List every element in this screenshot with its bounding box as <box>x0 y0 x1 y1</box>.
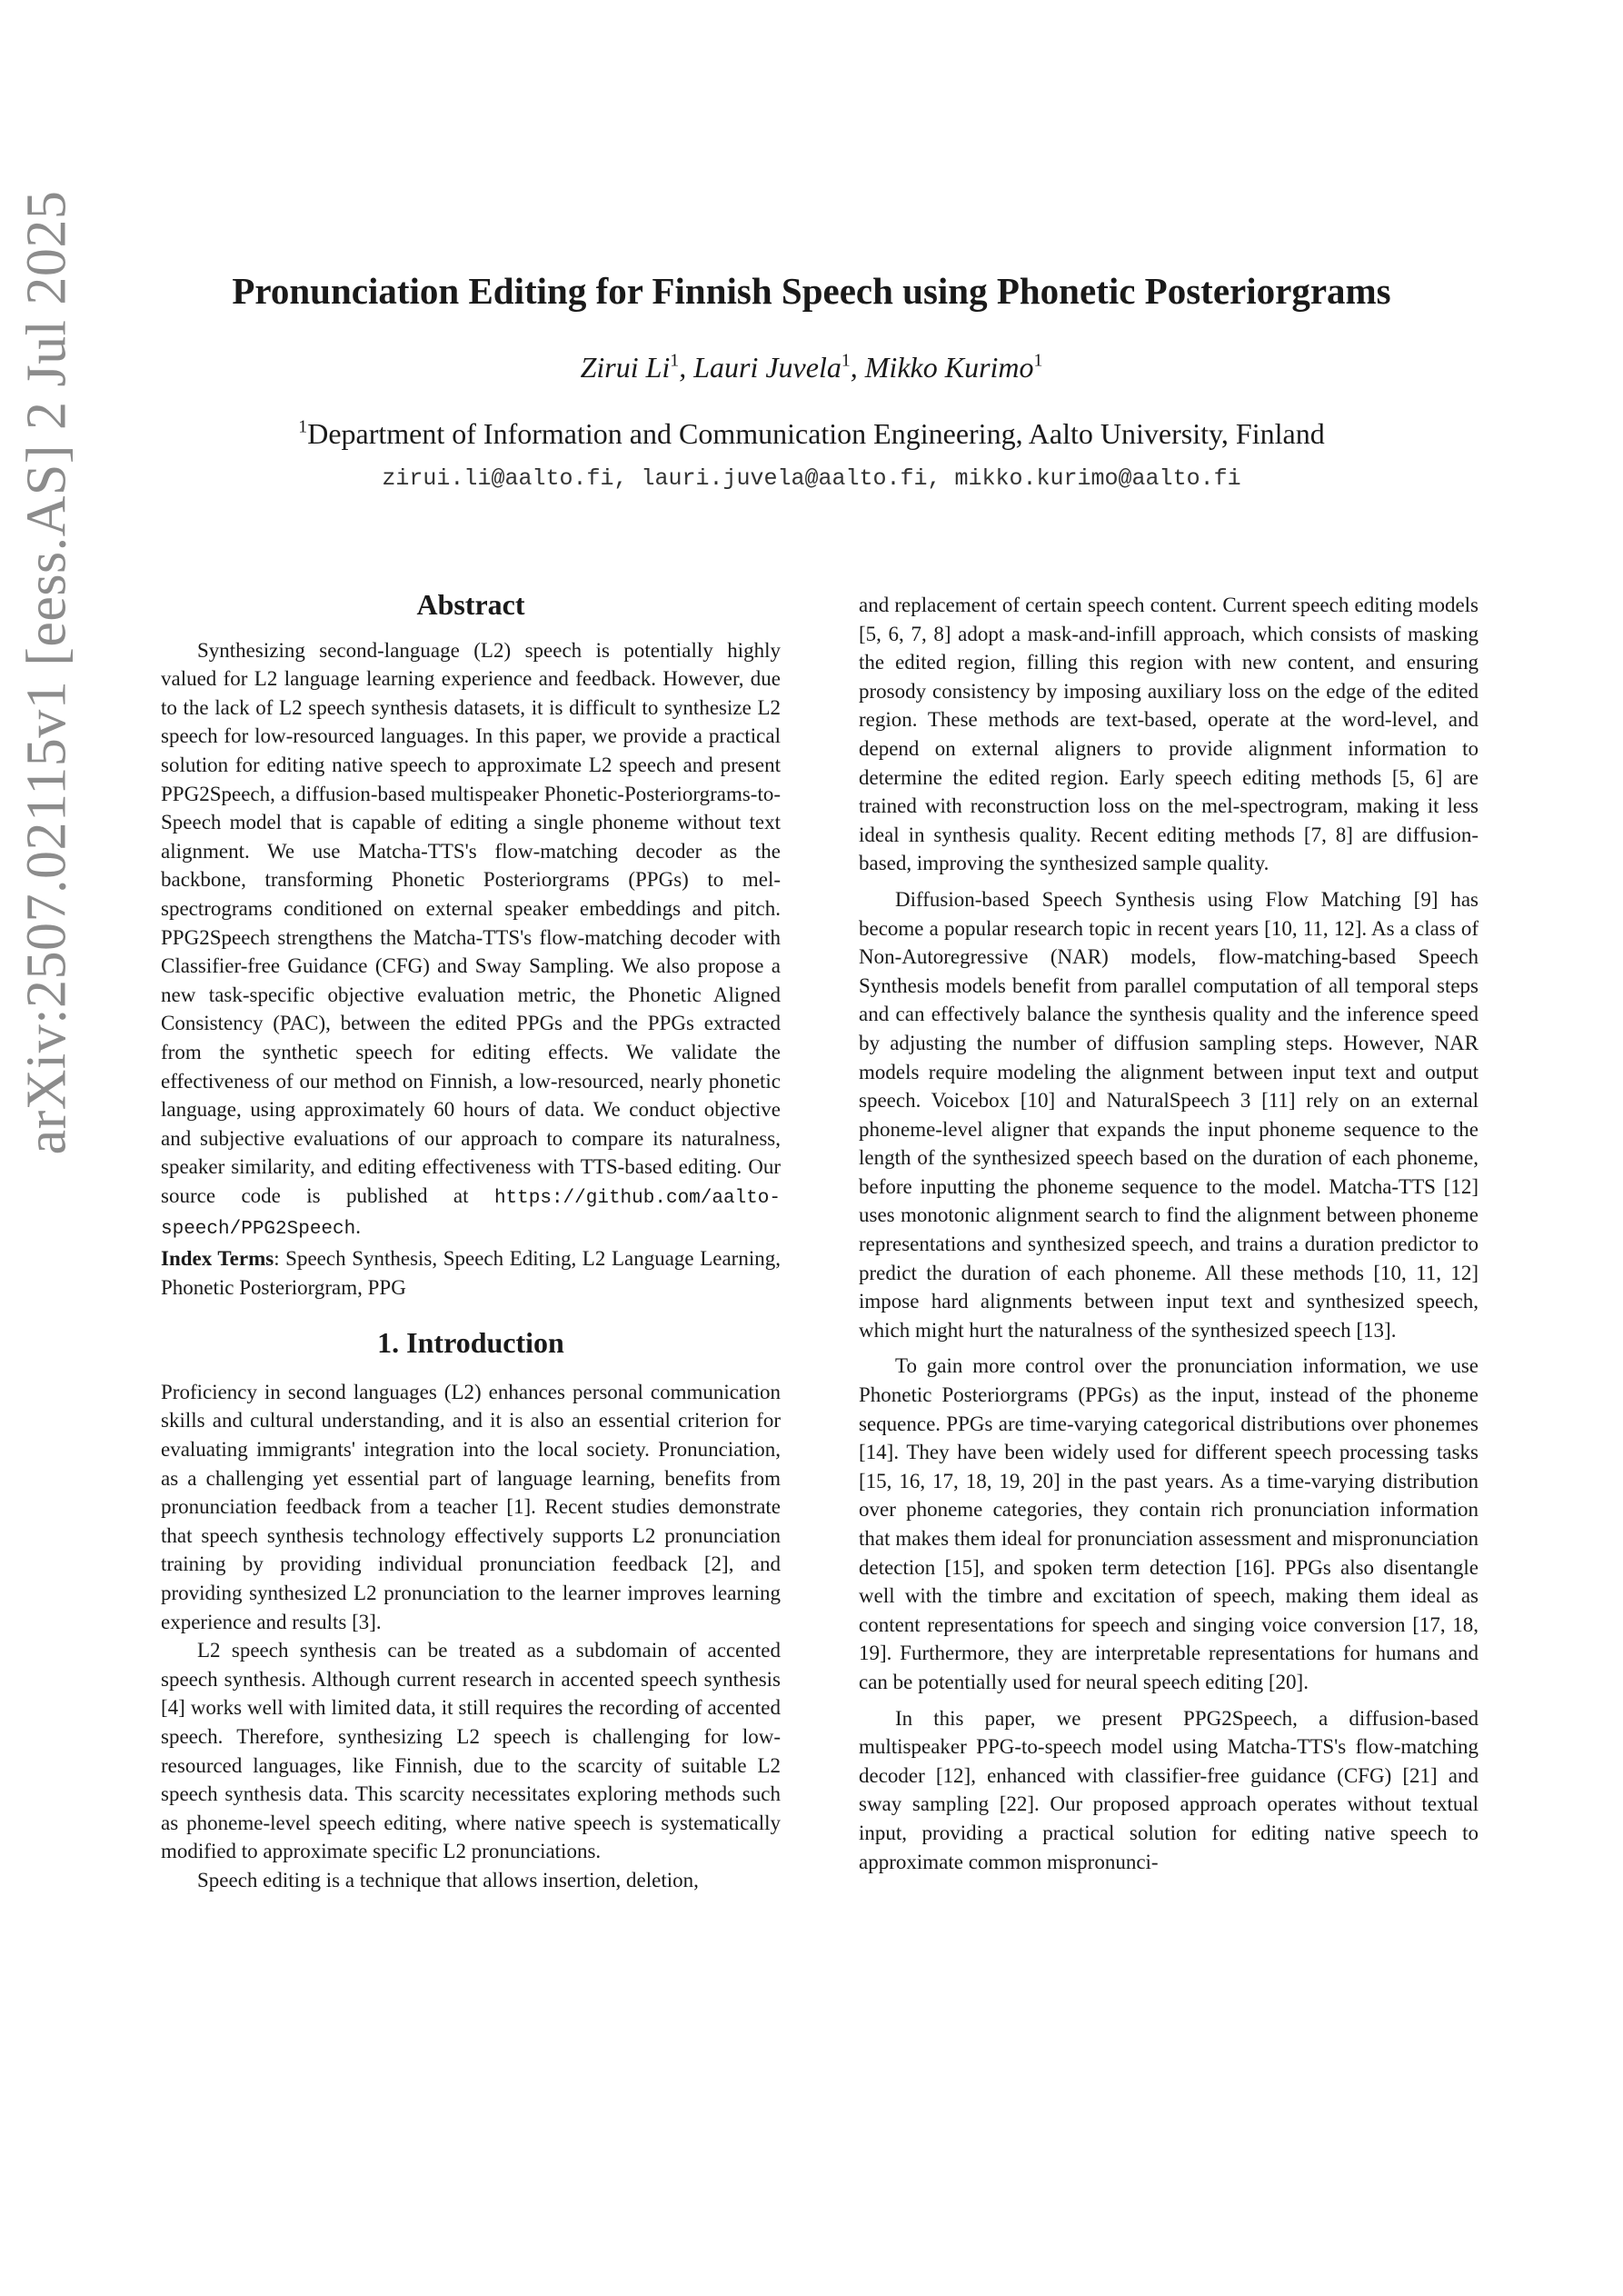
left-column <box>161 588 781 1895</box>
body-paragraph: and replacement of certain speech content. Current speech editing models [5, 6, 7, 8] adopt a mask-and-infill approach, which consists of masking the edited region, filling this region with new content, and ensuring prosody consistency by imposing auxiliary loss on the edge of the edited region. These methods are text-based, operate at the word-level, and depend on external aligners to provide alignment information to determine the edited region. Early speech editing methods [5, 6] are trained with reconstruction loss on the mel-spectrogram, making it less ideal in synthesis quality. Recent editing methods [7, 8] are diffusion-based, improving the synthesized sample quality. <box>859 594 1479 875</box>
author-name: Zirui Li <box>580 351 671 384</box>
affiliation <box>0 417 1623 451</box>
arxiv-identifier: arXiv:2507.02115v1 [eess.AS] 2 Jul 2025 <box>15 190 78 1155</box>
author-separator: , <box>679 351 694 384</box>
paper-title: Pronunciation Editing for Finnish Speech using Phonetic Posteriorgrams <box>232 270 1391 312</box>
author-affiliation-mark: 1 <box>841 350 851 371</box>
intro-paragraph: Proficiency in second languages (L2) enhances personal communication skills and cultural understanding, and it is also an essential criterion for evaluating immigrants' integration into the local society. Pronunciation, as a challenging yet essential part of language learning, benefits from pronunciation feedback from a teacher [1]. Recent studies demonstrate that speech synthesis technology effectively supports L2 pronunciation training by providing individual pronunciation feedback [2], and providing synthesized L2 pronunciation to the learner improves learning experience and results [3]. <box>161 1380 781 1633</box>
introduction-heading: 1. Introduction <box>377 1326 564 1360</box>
intro-paragraph: L2 speech synthesis can be treated as a subdomain of accented speech synthesis. Although current research in accented speech synthesis [4] works well with limited data, it still requires the recording of accented speech. Therefore, synthesizing L2 speech is challenging for low-resourced languages, like Finnish, due to the scarcity of suitable L2 speech synthesis data. This scarcity necessitates exploring methods such as phoneme-level speech editing, where native speech is systematically modified to approximate specific L2 pronunciations. <box>161 1639 781 1863</box>
index-terms-text: : Speech Synthesis, Speech Editing, L2 Language Learning, Phonetic Posteriorgram, PPG <box>161 1247 781 1299</box>
index-terms <box>161 1244 781 1302</box>
body-paragraph: Diffusion-based Speech Synthesis using Flow Matching [9] has become a popular research topic in recent years [10, 11, 12]. As a class of Non-Autoregressive (NAR) models, flow-matching-based Speech Synthesis models benefit from parallel computation of all temporal steps and can effectively balance the synthesis quality and the inference speed by adjusting the number of diffusion sampling steps. However, NAR models require modeling the alignment between input text and output speech. Voicebox [10] and NaturalSpeech 3 [11] rely on an external phoneme-level aligner that expands the input phoneme sequence to the length of the synthesized speech based on the duration of each phoneme, before inputting the phoneme sequence to the model. Matcha-TTS [12] uses monotonic alignment search to find the alignment between phoneme representations and synthesized speech, and trains a duration predictor to predict the duration of each phoneme. All these methods [10, 11, 12] impose hard alignments between input text and synthesized speech, which might hurt the naturalness of the synthesized speech [13]. <box>859 887 1479 1342</box>
author-name: Lauri Juvela <box>693 351 841 384</box>
author-affiliation-mark: 1 <box>1033 350 1043 371</box>
abstract-paragraph <box>161 636 781 1244</box>
intro-paragraph: Speech editing is a technique that allows insertion, deletion, <box>197 1868 699 1892</box>
author-list <box>0 351 1623 384</box>
body-paragraph: To gain more control over the pronunciation information, we use Phonetic Posteriorgrams (PPGs) as the input, instead of the phoneme sequence. PPGs are time-varying categorical distributions over phonemes [14]. They have been widely used for different speech processing tasks [15, 16, 17, 18, 19, 20] in the past years. As a time-varying distribution over phoneme categories, they contain rich pronunciation information that makes them ideal for pronunciation assessment and mispronunciation detection [15], and spoken term detection [16]. PPGs also disentangle well with the timbre and excitation of speech, making them ideal as content representations for speech and singing voice conversion [17, 18, 19]. Furthermore, they are interpretable representations for humans and can be potentially used for neural speech editing [20]. <box>859 1354 1479 1693</box>
body-paragraph: In this paper, we present PPG2Speech, a diffusion-based multispeaker PPG-to-speech model using Matcha-TTS's flow-matching decoder [12], enhanced with classifier-free guidance (CFG) [21] and sway sampling [22]. Our proposed approach operates without textual input, providing a practical solution for editing native speech to approximate common mispronunci- <box>859 1706 1479 1873</box>
abstract-heading: Abstract <box>416 588 525 621</box>
source-code-link[interactable]: https://github.com/aalto-speech/PPG2Speech <box>161 1187 781 1241</box>
author-affiliation-mark: 1 <box>670 350 680 371</box>
affiliation-text: Department of Information and Communication Engineering, Aalto University, Finland <box>307 417 1325 450</box>
author-emails: zirui.li@aalto.fi, lauri.juvela@aalto.fi, mikko.kurimo@aalto.fi <box>382 465 1241 492</box>
index-terms-label: Index Terms <box>161 1247 274 1271</box>
affiliation-mark: 1 <box>298 416 308 437</box>
abstract-text: Synthesizing second-language (L2) speech is potentially highly valued for L2 language learning experience and feedback. However, due to the lack of L2 speech synthesis datasets, it is difficult to synthesize L2 speech for low-resourced languages. In this paper, we provide a practical solution for editing native speech to approximate L2 speech and present PPG2Speech, a diffusion-based multispeaker Phonetic-Posteriorgrams-to-Speech model that is capable of editing a single phoneme without text alignment. We use Matcha-TTS's flow-matching decoder as the backbone, transforming Phonetic Posteriorgrams (PPGs) to mel-spectrograms conditioned on external speaker embeddings and pitch. PPG2Speech strengthens the Matcha-TTS's flow-matching decoder with Classifier-free Guidance (CFG) and Sway Sampling. We also propose a new task-specific objective evaluation metric, the Phonetic Aligned Consistency (PAC), between the edited PPGs and the PPGs extracted from the synthetic speech for editing effects. We validate the effectiveness of our method on Finnish, a low-resourced, nearly phonetic language, using approximately 60 hours of data. We conduct objective and subjective evaluations of our approach to compare its naturalness, speaker similarity, and editing effectiveness with TTS-based editing. Our source code is published at <box>161 638 781 1207</box>
author-name: Mikko Kurimo <box>864 351 1034 384</box>
abstract-end: . <box>355 1215 361 1239</box>
right-column <box>859 591 1479 1876</box>
author-separator: , <box>850 351 865 384</box>
